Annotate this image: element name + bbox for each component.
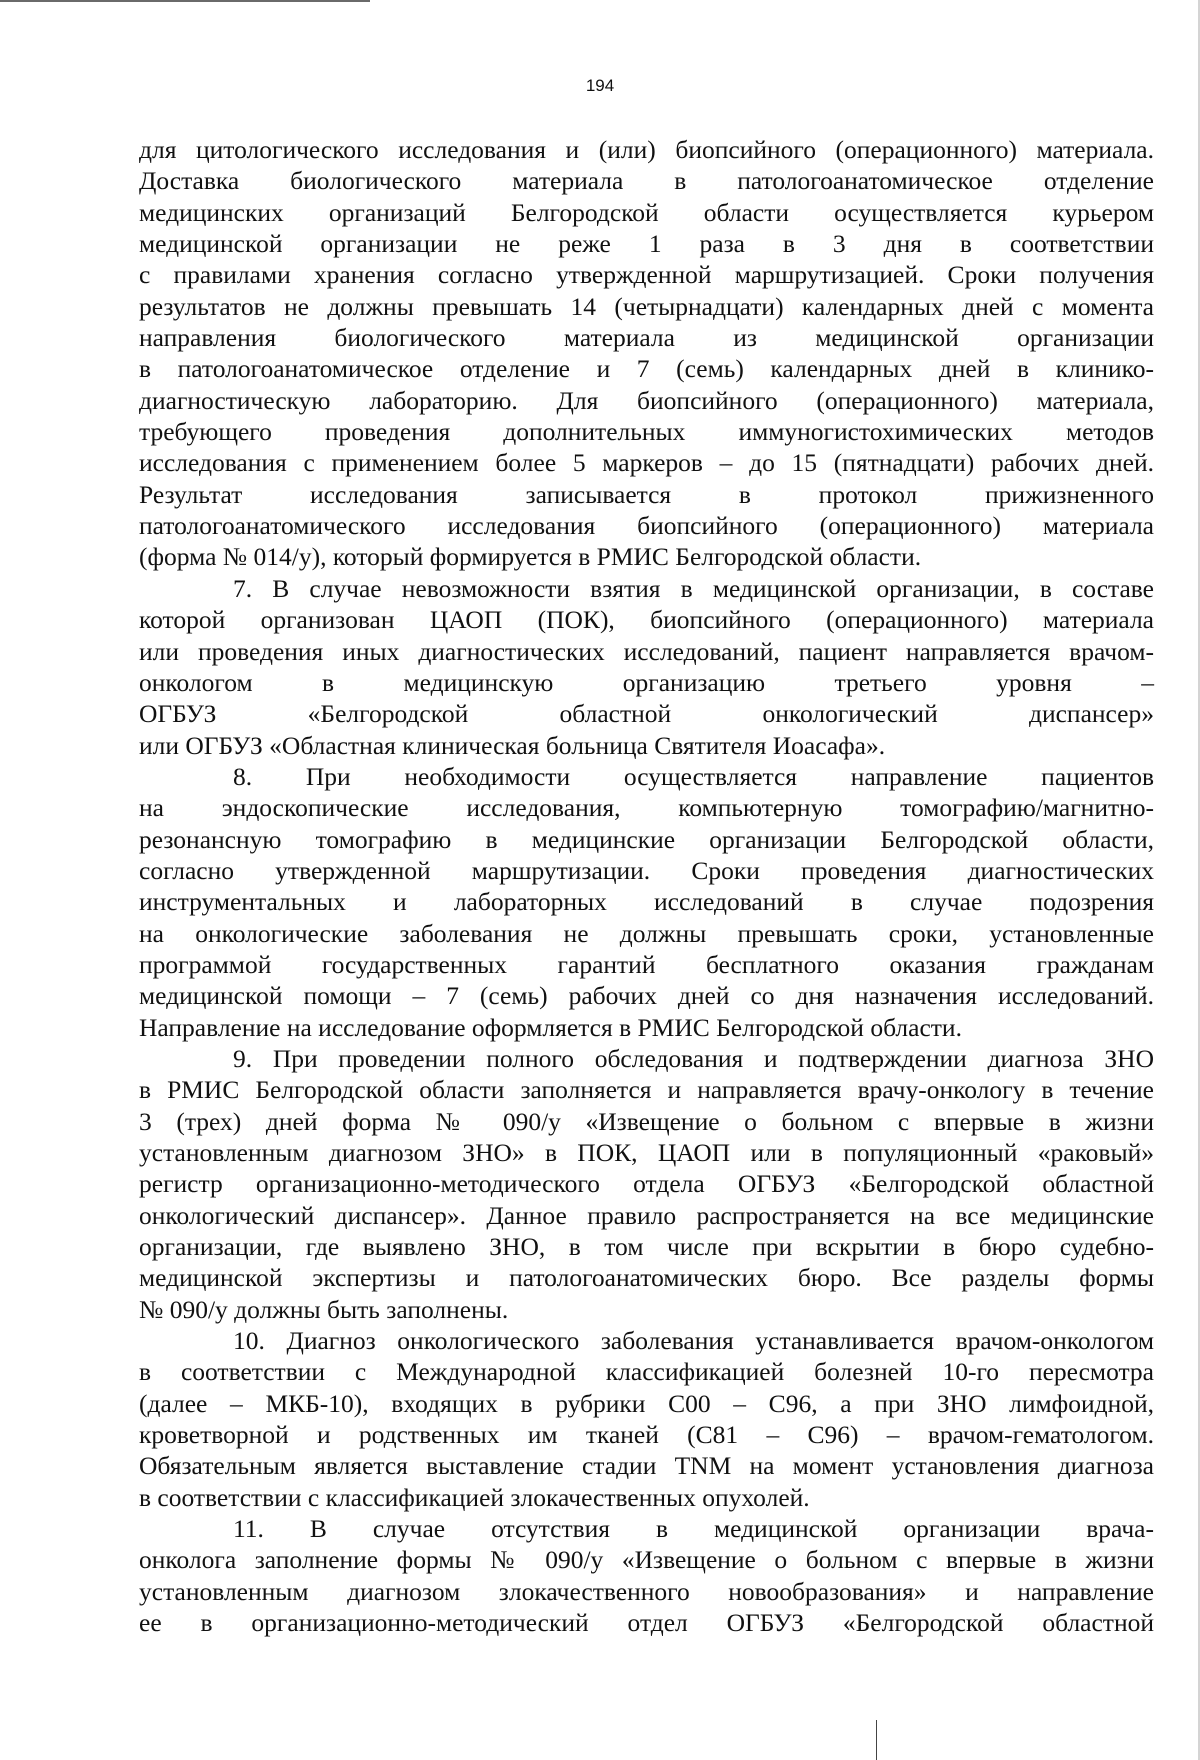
text-line: с правилами хранения согласно утвержденной маршрутизацией. Сроки получения [139, 260, 1154, 290]
text-line: онкологом в медицинскую организацию третьего уровня – [139, 667, 1154, 697]
paragraph-p10 [139, 1325, 1154, 1513]
text-line: медицинской помощи – 7 (семь) рабочих дней со дня назначения исследований. [139, 981, 1154, 1011]
text-line: в соответствии с Международной классификацией болезней 10-го пересмотра [139, 1357, 1154, 1387]
text-line: требующего проведения дополнительных иммуногистохимических методов [139, 417, 1154, 447]
text-line: программой государственных гарантий бесплатного оказания гражданам [139, 949, 1154, 979]
text-line: в РМИС Белгородской области заполняется и направляется врачу-онкологу в течение [139, 1075, 1154, 1105]
text-line: медицинской экспертизы и патологоанатомических бюро. Все разделы формы [139, 1263, 1154, 1293]
paragraph-p0 [139, 134, 1154, 573]
text-line: онколога заполнение формы № 090/у «Извещение о больном с впервые в жизни [139, 1545, 1154, 1575]
text-line: 8. При необходимости осуществляется направление пациентов [233, 761, 1154, 791]
text-line: 7. В случае невозможности взятия в медицинской организации, в составе [233, 573, 1154, 603]
paragraph-p7 [139, 573, 1154, 761]
paragraph-p9 [139, 1043, 1154, 1325]
text-line: в патологоанатомическое отделение и 7 (семь) календарных дней в клинико- [139, 354, 1154, 384]
text-line: онкологический диспансер». Данное правило распространяется на все медицинские [139, 1200, 1154, 1230]
text-line: на эндоскопические исследования, компьютерную томографию/магнитно- [139, 793, 1154, 823]
text-line: для цитологического исследования и (или) биопсийного (операционного) материала. [139, 135, 1154, 164]
text-line: исследования с применением более 5 маркеров – до 15 (пятнадцати) рабочих дней. [139, 448, 1154, 478]
text-line: в соответствии с классификацией злокачественных опухолей. [139, 1482, 810, 1512]
scan-mark [876, 1720, 877, 1760]
text-line: (далее – МКБ-10), входящих в рубрики С00 – С96, а при ЗНО лимфоидной, [139, 1388, 1154, 1418]
text-line: ОГБУЗ «Белгородской областной онкологический диспансер» [139, 699, 1154, 729]
text-line: 9. При проведении полного обследования и подтверждении диагноза ЗНО [233, 1043, 1154, 1073]
text-line: организации, где выявлено ЗНО, в том числе при вскрытии в бюро судебно- [139, 1232, 1154, 1262]
text-line: медицинских организаций Белгородской области осуществляется курьером [139, 197, 1154, 227]
text-line: или ОГБУЗ «Областная клиническая больница Святителя Иоасафа». [139, 730, 886, 760]
text-line: резонансную томографию в медицинские организации Белгородской области, [139, 824, 1154, 854]
text-line: 11. В случае отсутствия в медицинской организации врача- [233, 1514, 1154, 1544]
text-line: результатов не должны превышать 14 (четырнадцати) календарных дней с момента [139, 291, 1154, 321]
text-line: Направление на исследование оформляется в РМИС Белгородской области. [139, 1012, 962, 1042]
text-line: № 090/у должны быть заполнены. [139, 1294, 509, 1324]
text-line: установленным диагнозом ЗНО» в ПОК, ЦАОП или в популяционный «раковый» [139, 1138, 1154, 1167]
text-line: или проведения иных диагностических исследований, пациент направляется врачом- [139, 636, 1154, 666]
text-line: инструментальных и лабораторных исследований в случае подозрения [139, 887, 1154, 917]
page-number: 194 [585, 76, 615, 95]
text-line: патологоанатомического исследования биопсийного (операционного) материала [139, 511, 1154, 541]
text-line: 10. Диагноз онкологического заболевания устанавливается врачом-онкологом [233, 1326, 1154, 1356]
text-line: кроветворной и родственных им тканей (С81 – С96) – врачом-гематологом. [139, 1420, 1154, 1450]
text-line: Результат исследования записывается в протокол прижизненного [139, 479, 1154, 509]
text-line: ее в организационно-методический отдел ОГБУЗ «Белгородской областной [139, 1608, 1154, 1638]
text-line: согласно утвержденной маршрутизации. Сроки проведения диагностических [139, 855, 1154, 885]
paragraph-p8 [139, 761, 1154, 1043]
text-line: на онкологические заболевания не должны превышать сроки, установленные [139, 918, 1154, 948]
text-line: диагностическую лабораторию. Для биопсийного (операционного) материала, [139, 385, 1154, 415]
text-line: Доставка биологического материала в патологоанатомическое отделение [139, 166, 1154, 196]
text-line: медицинской организации не реже 1 раза в 3 дня в соответствии [139, 229, 1154, 259]
text-line: регистр организационно-методического отдела ОГБУЗ «Белгородской областной [139, 1169, 1154, 1199]
text-line: направления биологического материала из медицинской организации [139, 323, 1154, 353]
scan-edge-line [0, 0, 370, 2]
text-line: Обязательным является выставление стадии TNM на момент установления диагноза [139, 1451, 1154, 1481]
document-body [139, 134, 1154, 1639]
text-line: (форма № 014/у), который формируется в РМИС Белгородской области. [139, 542, 922, 572]
text-line: установленным диагнозом злокачественного новообразования» и направление [139, 1576, 1154, 1606]
text-line: которой организован ЦАОП (ПОК), биопсийного (операционного) материала [139, 605, 1154, 635]
text-line: 3 (трех) дней форма № 090/у «Извещение о больном с впервые в жизни [139, 1106, 1154, 1136]
paragraph-p11 [139, 1513, 1154, 1638]
